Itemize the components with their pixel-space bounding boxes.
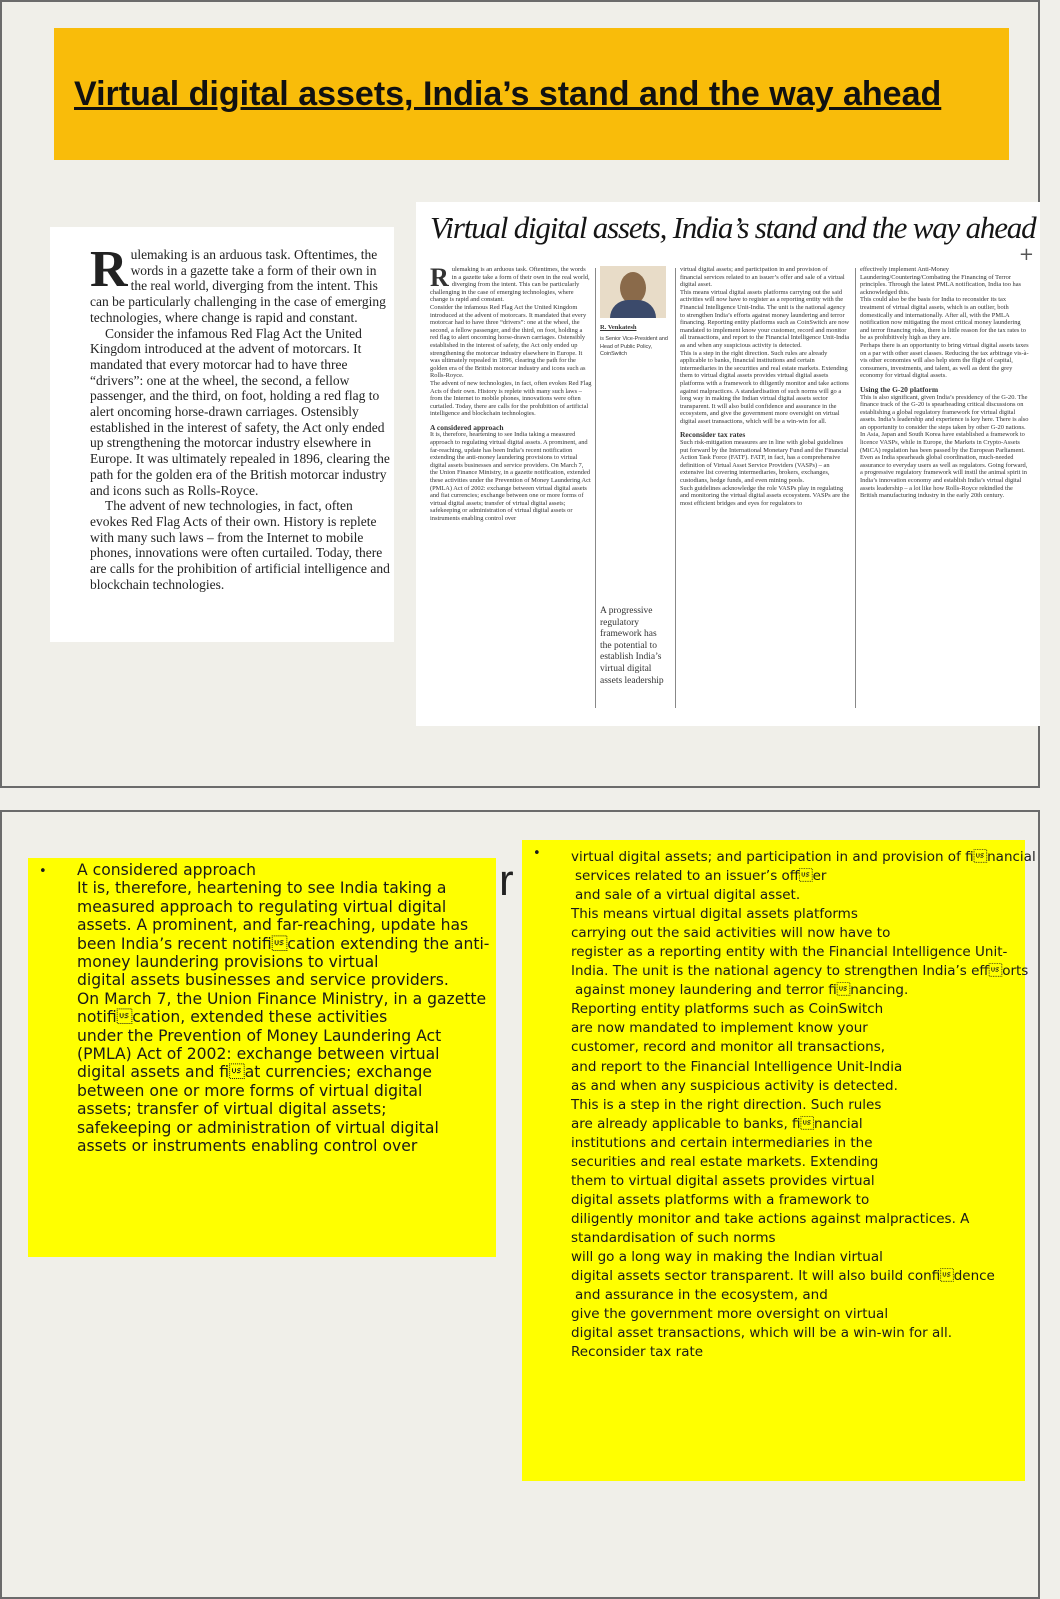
text-line: money laundering provisions to virtual xyxy=(77,953,379,972)
text-line: institutions and certain intermediaries in the xyxy=(571,1134,873,1151)
article-headline: Virtual digital assets, India’s stand and the way ahead xyxy=(430,210,1036,245)
text-line: safekeeping or administration of virtual digital xyxy=(77,1118,439,1137)
text-line: standardisation of such norms xyxy=(571,1229,776,1246)
title-banner xyxy=(54,28,1009,160)
column-divider xyxy=(855,268,856,708)
clip-left-paragraph: Rulemaking is an arduous task. Oftentimes, the words in a gazette take a form of their own in the real world, diverging from the intent. This can be particularly challenging in the case of emerging technologies, where change is rapid and constant. xyxy=(90,241,386,325)
text-line: will go a long way in making the Indian virtual xyxy=(571,1248,883,1265)
author-photo xyxy=(600,266,666,318)
slide-2 xyxy=(0,810,1040,1599)
text-line: between one or more forms of virtual digital xyxy=(77,1081,423,1100)
text-line: services related to an issuer’s off er xyxy=(575,868,827,885)
text-line: are now mandated to implement know your xyxy=(571,1020,868,1037)
text-line: Reconsider tax rate xyxy=(571,1344,704,1361)
clip-left-paragraph: The advent of new technologies, in fact, often evokes Red Flag Acts of their own. History is replete with many such laws – from the Internet to mobile phones, innovations were often curtailed. Today, there are calls for the prohibition of artificial intelligence and blockchain technologies. xyxy=(90,498,390,592)
clip-left-paragraph: Consider the infamous Red Flag Act the United Kingdom introduced at the advent of motorcars. It mandated that every motorcar had to have three “drivers”: one at the wheel, the second, a fellow passenger, and the third, on foot, holding a red flag to alert oncoming horse-drawn carriages. Ostensibly established in the interest of safety, the Act only ended up strengthening the motorcar industry elsewhere in Europe. It was ultimately repealed in 1896, clearing the path for the golden era of the British motorcar industry and icons such as Rolls-Royce. xyxy=(90,325,390,498)
text-line: A considered approach xyxy=(77,861,257,879)
text-line: are already applicable to banks, fi nancial xyxy=(571,1115,863,1132)
text-line: digital asset transactions, which will be a win-win for all. xyxy=(571,1325,953,1342)
author-shirt xyxy=(610,300,656,318)
text-line: assets or instruments enabling control over xyxy=(77,1137,418,1156)
text-line: This means virtual digital assets platforms xyxy=(571,906,858,923)
slide-title: Virtual digital assets, India’s stand and the way ahead xyxy=(74,75,942,113)
text-line: assets; transfer of virtual digital assets; xyxy=(77,1100,387,1119)
text-line: securities and real estate markets. Extending xyxy=(571,1153,879,1170)
text-line: been India’s recent notifi cation extending the anti- xyxy=(77,934,490,953)
text-line: digital assets businesses and service providers. xyxy=(77,971,449,990)
article-paragraph: This means virtual digital assets platforms carrying out the said activities will now have to register as a reporting entity with the Financial Intelligence Unit-India. The unit is the national agency to strengthen India’s efforts against money laundering and terror financing. Reporting entity platforms such as CoinSwitch are now mandated to implement know your customer, record and monitor all transactions, and report to the Financial Intelligence Unit-India as and when any suspicious activity is detected. xyxy=(680,288,850,349)
bullet-point: • xyxy=(39,864,47,879)
article-subheading: Reconsider tax rates xyxy=(680,430,746,440)
text-line: give the government more oversight on virtual xyxy=(571,1306,889,1323)
text-line: This is a step in the right direction. Such rules xyxy=(571,1096,882,1113)
text-line: under the Prevention of Money Laundering Act xyxy=(77,1026,442,1045)
text-line: and report to the Financial Intelligence Unit-India xyxy=(571,1058,903,1075)
text-line: register as a reporting entity with the Financial Intelligence Unit- xyxy=(571,944,1008,961)
article-paragraph: Rulemaking is an arduous task. Oftentimes, the words in a gazette take a form of their own in the real world, diverging from the intent. This can be particularly challenging in the case of emerging technologies, where change is rapid and constant. xyxy=(430,266,590,304)
article-paragraph: This is also significant, given India’s presidency of the G-20. The finance track of the G-20 is spearheading critical discussions on establishing a global regulatory framework for virtual digital assets. India’s leadership and experience is key here. There is also an opportunity to consider the steps taken by other G-20 nations. In Asia, Japan and South Korea have established a framework to licence VASPs, while in Europe, the Markets in Crypto-Assets (MiCA) regulation has been passed by the European Parliament. xyxy=(860,393,1029,454)
text-line: digital assets sector transparent. It will also build confi dence xyxy=(571,1268,995,1285)
text-line: against money laundering and terror fi nancing. xyxy=(575,982,909,999)
article-paragraph: Such risk-mitigation measures are in line with global guidelines put forward by the International Monetary Fund and the Financial Action Task Force (FATF). FATF, in fact, has a comprehensive definition of Virtual Asset Service Providers (VASPs) – an extensive list covering intermediaries, brokers, exchanges, custodians, hedge funds, and even mining pools. xyxy=(680,439,849,485)
bullet-point: • xyxy=(533,846,541,861)
article-paragraph: Consider the infamous Red Flag Act the United Kingdom introduced at the advent of motorcars. It mandated that every motorcar had to have three “drivers”: one at the wheel, the second, a fellow passenger, and the third, on foot, holding a red flag to alert oncoming horse-drawn carriages. Ostensibly established in the interest of safety, the Act only ended up strengthening the motorcar industry elsewhere in Europe. It was ultimately repealed in 1896, clearing the path for the golden era of the British motorcar industry and icons such as Rolls-Royce. xyxy=(430,303,587,380)
article-paragraph: It is, therefore, heartening to see India taking a measured approach to regulating virtual digital assets. A prominent, and far-reaching, update has been India’s recent notification extending the anti-money laundering provisions to virtual digital assets businesses and service providers. On March 7, the Union Finance Ministry, in a gazette notification, extended these activities under the Prevention of Money Laundering Act (PMLA) Act of 2002: exchange between virtual digital assets and fiat currencies; exchange between one or more forms of virtual digital assets; transfer of virtual digital assets; safekeeping or administration of virtual digital assets or instruments enabling control over xyxy=(430,431,591,522)
slide-1 xyxy=(0,0,1040,788)
drop-cap: R xyxy=(90,241,128,298)
text-line: carrying out the said activities will now have to xyxy=(571,925,891,942)
article-column-2 xyxy=(600,266,670,726)
text-line: digital assets and fi at currencies; exchange xyxy=(77,1063,432,1082)
text-line: digital assets platforms with a framework to xyxy=(571,1191,870,1208)
highlight-box-left xyxy=(28,858,496,1257)
author-role: is Senior Vice-President and Head of Public Policy, CoinSwitch xyxy=(600,336,668,358)
text-line: Reporting entity platforms such as CoinSwitch xyxy=(571,1001,884,1018)
text-line: It is, therefore, heartening to see India taking a xyxy=(77,879,447,898)
article-paragraph: Perhaps there is an opportunity to bring virtual digital assets taxes on a par with other asset classes. Reducing the tax arbitrage vis-à-vis other economies will also help stem the flight of capital, consumers, investments, and talent, as well as dent the grey economy for virtual digital assets. xyxy=(860,341,1029,380)
article-paragraph: virtual digital assets; and participation in and provision of financial services related to an issuer’s offer and sale of a virtual digital asset. xyxy=(680,266,845,289)
stray-character: r xyxy=(499,856,514,905)
text-line: India. The unit is the national agency to strengthen India’s eff orts xyxy=(571,963,1029,980)
article-subheading: A considered approach xyxy=(430,422,504,432)
plus-icon[interactable]: + xyxy=(1018,244,1034,265)
article-paragraph: effectively implement Anti-Money Laundering/Countering/Combating the Financing of Terror principles. Through the latest PMLA notification, India too has acknowledged this. xyxy=(860,266,1022,296)
highlight-text-left xyxy=(77,861,495,1156)
drop-cap: R xyxy=(430,266,449,292)
highlight-text-right xyxy=(571,848,1036,1362)
column-divider xyxy=(675,268,676,708)
text-line: and sale of a virtual digital asset. xyxy=(575,887,801,904)
clip-left-text xyxy=(90,241,390,592)
article-column-4 xyxy=(860,266,1030,726)
text-line: and assurance in the ecosystem, and xyxy=(575,1287,828,1304)
article-column-3 xyxy=(680,266,850,726)
article-paragraph: Even as India spearheads global coordination, much-needed assurance to everyday users as well as regulators. Going forward, a progressive regulatory framework will instil the animal spirit in India’s innovation economy and establish India’s virtual digital assets leadership – a lot like how Rolls-Royce rekindled the British manufacturing industry in the early 20th century. xyxy=(860,454,1028,500)
text-line: diligently monitor and take actions against malpractices. A xyxy=(571,1210,970,1227)
text-line: notifi cation, extended these activities xyxy=(77,1008,388,1027)
newspaper-clip-right xyxy=(416,202,1040,726)
article-paragraph: This could also be the basis for India to reconsider its tax treatment of virtual digital assets, which is an outlier, both domestically and internationally. After all, with the PMLA notification now mitigating the most critical money laundering and terror financing risks, there is little reason for the tax rates to be as prohibitively high as they are. xyxy=(860,296,1026,342)
text-line: customer, record and monitor all transactions, xyxy=(571,1039,886,1056)
pull-quote: A progressive regulatory framework has the potential to establish India’s virtual digital assets leadership xyxy=(600,606,664,686)
text-line: as and when any suspicious activity is detected. xyxy=(571,1077,898,1094)
newspaper-clip-left xyxy=(50,227,394,642)
article-paragraph: The advent of new technologies, in fact, often evokes Red Flag Acts of their own. History is replete with many such laws – from the Internet to mobile phones, innovations were often curtailed. Today, there are calls for the prohibition of artificial intelligence and blockchain technologies. xyxy=(430,379,592,418)
text-line: virtual digital assets; and participation in and provision of fi nancial xyxy=(571,849,1036,865)
article-paragraph: This is a step in the right direction. Such rules are already applicable to banks, financial institutions and certain intermediaries in the securities and real estate markets. Extending them to virtual digital assets provides virtual digital assets platforms with a framework to diligently monitor and take actions against malpractices. A standardisation of such norms will go a long way in making the Indian virtual digital assets sector transparent. It will also build confidence and assurance in the ecosystem, and give the government more oversight on virtual digital asset transactions, which will be a win-win for all. xyxy=(680,349,849,425)
text-line: them to virtual digital assets provides virtual xyxy=(571,1172,875,1189)
text-line: On March 7, the Union Finance Ministry, in a gazette xyxy=(77,989,487,1008)
column-divider xyxy=(595,268,596,708)
author-byline: R. Venkatesh xyxy=(600,324,637,331)
article-column-1 xyxy=(430,266,592,726)
text-line: (PMLA) Act of 2002: exchange between virtual xyxy=(77,1045,440,1064)
highlight-box-right xyxy=(522,840,1036,1481)
article-subheading: Using the G-20 platform xyxy=(860,384,939,394)
article-paragraph: Such guidelines acknowledge the role VASPs play in regulating and monitoring the virtual digital assets ecosystem. VASPs are the most efficient bridges and eyes for regulators to xyxy=(680,484,850,507)
text-line: assets. A prominent, and far-reaching, update has xyxy=(77,916,469,935)
text-line: measured approach to regulating virtual digital xyxy=(77,897,447,916)
